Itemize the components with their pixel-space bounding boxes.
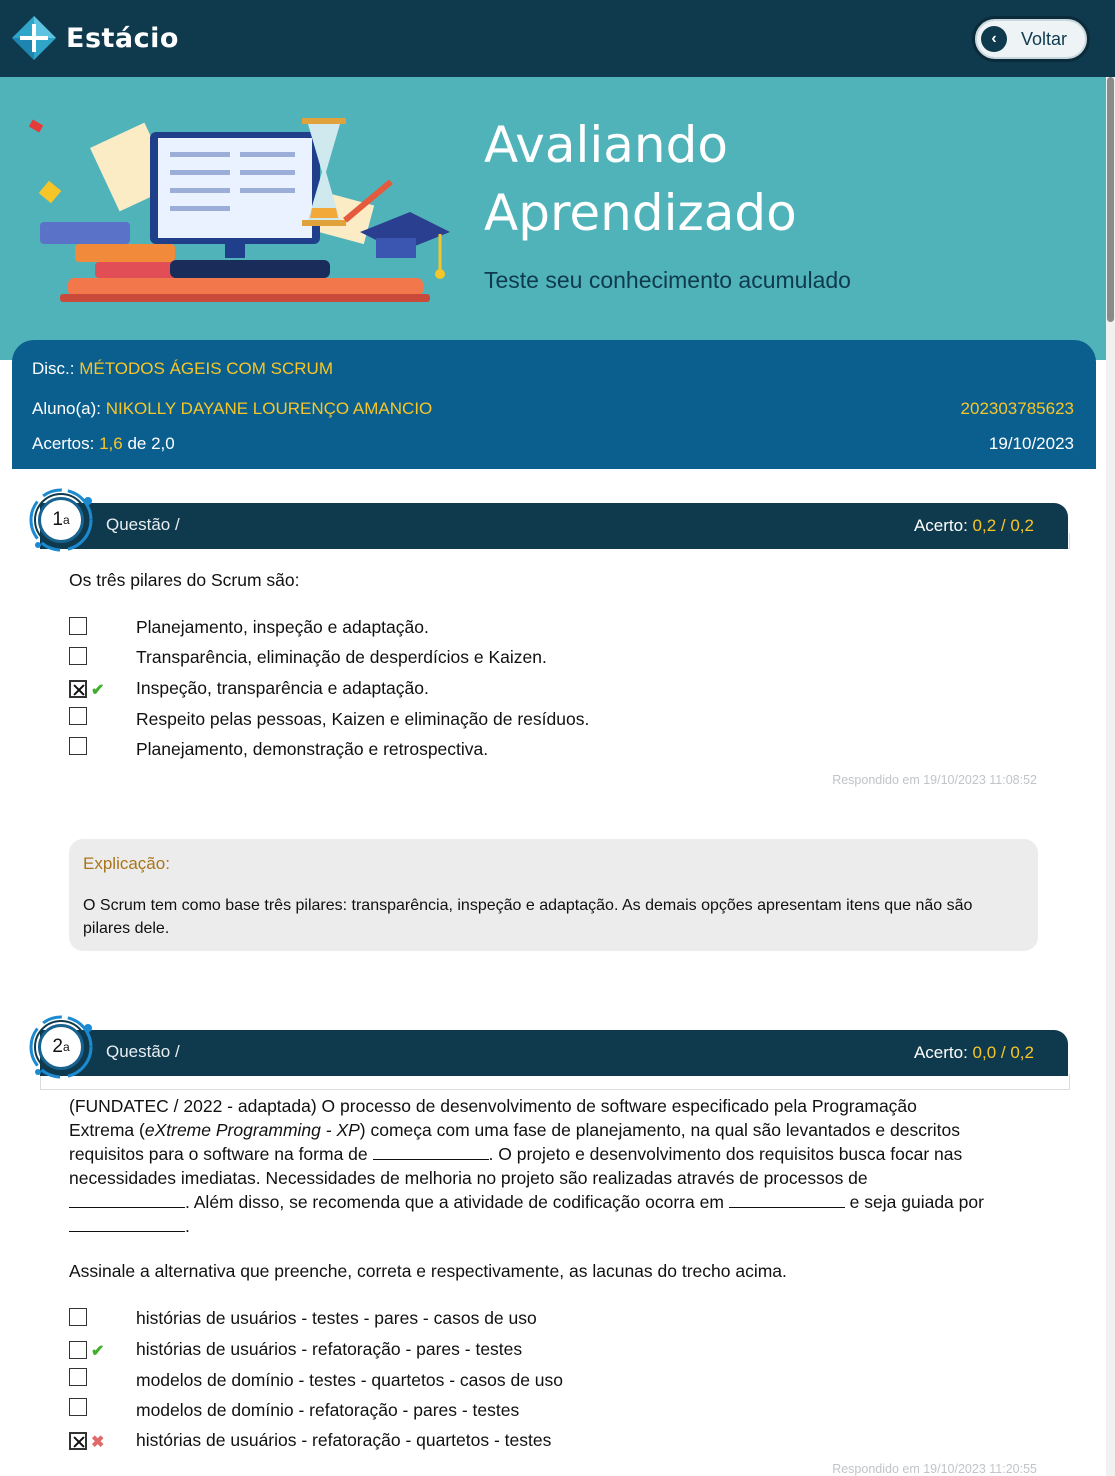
question-2-score-value: 0,0 bbox=[972, 1043, 997, 1062]
hero-subtitle: Teste seu conhecimento acumulado bbox=[484, 267, 851, 293]
stem-fragment: . Além disso, se recomenda que a atividade de codificação ocorra em bbox=[185, 1192, 724, 1212]
fill-blank bbox=[373, 1145, 489, 1160]
registration-number: 202303785623 bbox=[960, 399, 1074, 418]
student-row bbox=[32, 399, 432, 419]
question-2-score-total: / 0,2 bbox=[1000, 1043, 1034, 1062]
stem-fragment: requisitos para o software na forma de bbox=[69, 1144, 368, 1164]
question-2-header bbox=[40, 1030, 1068, 1076]
fill-blank bbox=[69, 1217, 185, 1232]
back-button-label: Voltar bbox=[1021, 28, 1068, 49]
option-text: modelos de domínio - testes - quartetos - casos de uso bbox=[136, 1370, 564, 1390]
score-row bbox=[32, 434, 175, 454]
question-2-badge bbox=[28, 1014, 100, 1086]
option-text: Inspeção, transparência e adaptação. bbox=[136, 678, 429, 698]
question-2-instruction: Assinale a alternativa que preenche, correta e respectivamente, as lacunas do trecho acima. bbox=[69, 1261, 787, 1281]
question-2-number-sup: a bbox=[62, 1040, 70, 1054]
checkbox[interactable] bbox=[69, 1398, 87, 1416]
option-text: histórias de usuários - refatoração - pares - testes bbox=[136, 1339, 523, 1359]
question-1-answered-time: Respondido em 19/10/2023 11:08:52 bbox=[832, 773, 1037, 787]
stem-fragment: . bbox=[185, 1216, 190, 1236]
option-text: modelos de domínio - refatoração - pares - testes bbox=[136, 1400, 520, 1420]
stem-fragment: e seja guiada por bbox=[849, 1192, 984, 1212]
question-1-option-2[interactable] bbox=[69, 647, 769, 671]
question-2-answered-time: Respondido em 19/10/2023 11:20:55 bbox=[832, 1462, 1037, 1476]
checkbox[interactable] bbox=[69, 1368, 87, 1386]
checkbox[interactable] bbox=[69, 1341, 87, 1359]
option-text: histórias de usuários - testes - pares - casos de uso bbox=[136, 1308, 537, 1328]
checkbox[interactable] bbox=[69, 1308, 87, 1326]
explanation-body: O Scrum tem como base três pilares: transparência, inspeção e adaptação. As demais opções apresentam itens que não são pilares dele. bbox=[83, 897, 973, 937]
option-text: histórias de usuários - refatoração - quartetos - testes bbox=[136, 1430, 552, 1450]
correct-check-icon: ✔ bbox=[91, 1343, 105, 1360]
option-text: Planejamento, demonstração e retrospectiva. bbox=[136, 739, 489, 759]
checkbox[interactable] bbox=[69, 707, 87, 725]
question-1-stem: Os três pilares do Scrum são: bbox=[69, 570, 300, 590]
question-2-stem bbox=[69, 1094, 1039, 1238]
checkbox-checked[interactable] bbox=[69, 1432, 87, 1450]
stem-line bbox=[69, 1118, 1039, 1142]
student-label: Aluno(a): bbox=[32, 399, 101, 418]
hero-banner bbox=[0, 77, 1106, 360]
back-button[interactable] bbox=[972, 16, 1090, 62]
question-2-score-label: Acerto: bbox=[913, 1043, 968, 1062]
score-total: de 2,0 bbox=[127, 434, 175, 453]
checkbox-checked[interactable] bbox=[69, 680, 87, 698]
hero-title-line2: Aprendizado bbox=[484, 184, 797, 242]
question-2-option-1[interactable] bbox=[69, 1308, 769, 1332]
stem-line bbox=[69, 1214, 1039, 1238]
question-1-score-value: 0,2 bbox=[972, 516, 997, 535]
correct-check-icon: ✔ bbox=[91, 682, 105, 699]
study-illustration bbox=[20, 112, 460, 307]
question-2-number bbox=[38, 1024, 84, 1070]
question-1-option-5[interactable] bbox=[69, 737, 769, 761]
question-1-header bbox=[40, 503, 1068, 549]
question-2-score bbox=[914, 1043, 1034, 1063]
question-1-label: Questão / bbox=[106, 515, 180, 534]
stem-fragment: . O projeto e desenvolvimento dos requisitos busca focar nas bbox=[488, 1144, 963, 1164]
question-1-number-sup: a bbox=[62, 513, 70, 527]
hero-title bbox=[484, 111, 797, 247]
question-1-option-3[interactable] bbox=[69, 680, 769, 704]
student-info-panel bbox=[12, 340, 1096, 469]
checkbox[interactable] bbox=[69, 617, 87, 635]
scrollbar-thumb[interactable] bbox=[1107, 77, 1114, 322]
option-text: Transparência, eliminação de desperdícios e Kaizen. bbox=[136, 647, 547, 667]
wrong-x-icon: ✖ bbox=[91, 1434, 105, 1451]
stem-line bbox=[69, 1190, 1039, 1214]
stem-fragment: Extrema ( bbox=[69, 1120, 145, 1140]
checkbox[interactable] bbox=[69, 647, 87, 665]
stem-line: (FUNDATEC / 2022 - adaptada) O processo de desenvolvimento de software especificado pela Programação bbox=[69, 1096, 917, 1116]
question-2-option-5[interactable] bbox=[69, 1432, 769, 1456]
stem-line: necessidades imediatas. Necessidades de melhoria no projeto são realizadas através de processos de bbox=[69, 1168, 868, 1188]
stem-fragment: ) começa com uma fase de planejamento, na qual são levantados e descritos bbox=[359, 1120, 961, 1140]
question-2-number-text: 2 bbox=[52, 1036, 63, 1057]
fill-blank bbox=[69, 1193, 185, 1208]
question-1-score bbox=[914, 516, 1034, 536]
option-text: Respeito pelas pessoas, Kaizen e eliminação de resíduos. bbox=[136, 709, 590, 729]
option-text: Planejamento, inspeção e adaptação. bbox=[136, 617, 429, 637]
checkbox[interactable] bbox=[69, 737, 87, 755]
question-1-option-1[interactable] bbox=[69, 617, 769, 641]
question-1-option-4[interactable] bbox=[69, 707, 769, 731]
chevron-left-icon: ‹ bbox=[981, 26, 1007, 52]
score-value: 1,6 bbox=[99, 434, 123, 453]
brand-name: Estácio bbox=[66, 22, 179, 54]
question-2-option-3[interactable] bbox=[69, 1368, 769, 1392]
discipline-label: Disc.: bbox=[32, 359, 75, 378]
question-2-option-2[interactable] bbox=[69, 1341, 769, 1365]
stem-italic-term: eXtreme Programming - XP bbox=[144, 1120, 360, 1140]
question-2-label: Questão / bbox=[106, 1042, 180, 1061]
score-label: Acertos: bbox=[32, 434, 95, 453]
top-bar bbox=[0, 0, 1115, 77]
estacio-logo[interactable] bbox=[10, 14, 179, 62]
stem-line bbox=[69, 1142, 1039, 1166]
hero-title-line1: Avaliando bbox=[484, 116, 728, 174]
question-2-frame bbox=[40, 1074, 1070, 1090]
page-scrollbar[interactable] bbox=[1106, 77, 1115, 1476]
question-1-badge bbox=[28, 487, 100, 559]
question-1-number bbox=[38, 497, 84, 543]
question-1-score-total: / 0,2 bbox=[1000, 516, 1034, 535]
estacio-logo-icon bbox=[10, 14, 58, 62]
question-1-explanation bbox=[69, 839, 1038, 951]
discipline-row bbox=[32, 359, 333, 379]
question-1-score-label: Acerto: bbox=[913, 516, 968, 535]
explanation-title: Explicação: bbox=[83, 854, 170, 873]
question-2-option-4[interactable] bbox=[69, 1398, 769, 1422]
student-name: NIKOLLY DAYANE LOURENÇO AMANCIO bbox=[105, 399, 433, 418]
discipline-value: MÉTODOS ÁGEIS COM SCRUM bbox=[79, 359, 333, 378]
exam-date: 19/10/2023 bbox=[988, 434, 1074, 453]
question-1-number-text: 1 bbox=[52, 509, 63, 530]
fill-blank bbox=[729, 1193, 845, 1208]
